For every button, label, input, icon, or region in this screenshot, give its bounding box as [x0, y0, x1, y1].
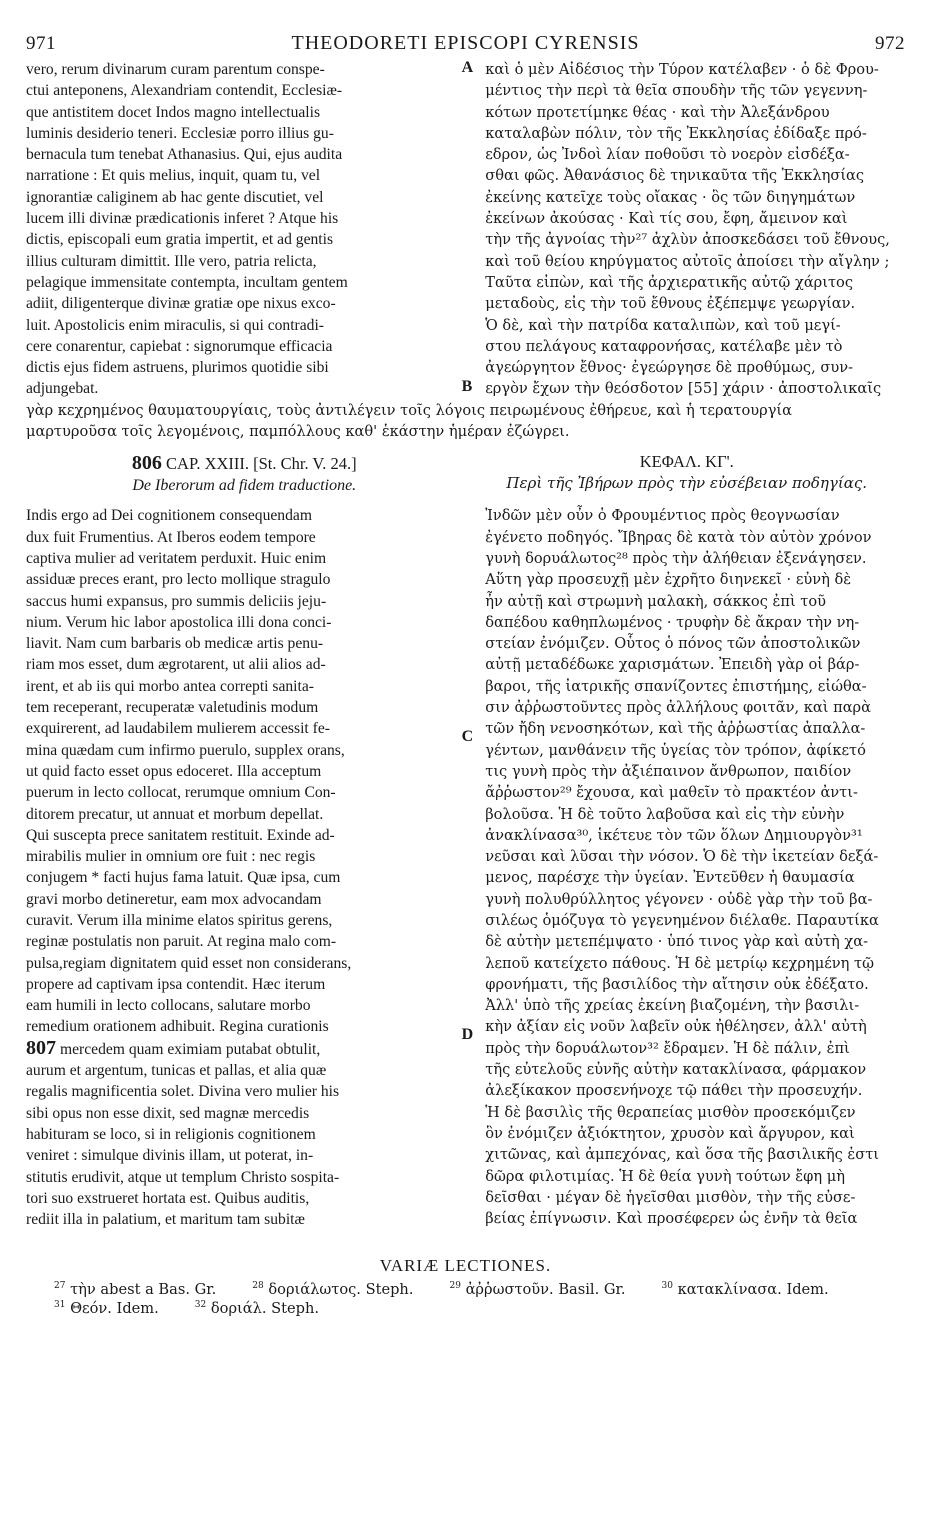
line-text: Ἰνδῶν μὲν οὖν ὁ Φρουμέντιος πρὸς θεογνωσίαν [485, 507, 840, 525]
text-line [26, 591, 452, 612]
line-text: Indis ergo ad Dei cognitionem consequendam [26, 507, 312, 525]
line-text: σθαι φῶς. Ἀθανάσιος δὲ τηνικαῦτα τῆς Ἐκκλησίας [485, 167, 865, 185]
note-number: 32 [194, 1300, 207, 1311]
line-text: σιλέως ὁμόζυγα τὸ γεγενημένον διέλαθε. Παραυτίκα [485, 911, 879, 929]
text-line [26, 612, 452, 633]
text-line [485, 889, 905, 910]
chapter-heading [26, 452, 905, 495]
full-width-line-1: γὰρ κεχρημένος θαυματουργίαις, τοὺς ἀντιλέγειν τοῖς λόγοις πειρωμένους ἐθήρευε, καὶ ἡ τερατουργία [26, 401, 793, 419]
line-text: δεῖσθαι · μέγαν δὲ ἡγεῖσθαι μισθὸν, τὴν τῆς εὐσε- [485, 1188, 856, 1206]
text-line [26, 825, 452, 846]
line-text: pulsa,regiam dignitatem quid esset non considerans, [26, 954, 352, 972]
line-text: sibi opus non esse dixit, sed magnæ mercedis [26, 1104, 310, 1122]
text-line [485, 102, 905, 123]
line-text: καὶ τοῦ θείου κηρύγματος αὐτοῖς ἀποίσει τὴν αἴγλην ; [485, 252, 890, 270]
text-line [485, 1208, 905, 1229]
text-line [485, 740, 905, 761]
text-line [26, 931, 452, 952]
text-line [26, 229, 452, 250]
line-text: ctui anteponens, Alexandriam contendit, Ecclesiæ- [26, 82, 343, 100]
text-line [26, 718, 452, 739]
text-line [26, 378, 452, 399]
text-line [26, 505, 452, 526]
variant-note [195, 1300, 337, 1317]
line-text: illius culturam dimittit. Ille vero, patria relicta, [26, 252, 317, 270]
gutter-a [460, 59, 480, 400]
line-text: φρονήματι, τῆς βασιλίδος τὴν αἴτησιν οὐκ ἐδέξατο. [485, 975, 869, 993]
section-b [26, 505, 905, 1230]
line-text: Ταῦτα εἰπὼν, καὶ τῆς ἀρχιερατικῆς αὐτῷ χάριτος [485, 273, 854, 291]
text-line [26, 1188, 452, 1209]
line-text: χιτῶνας, καὶ ἀμπεχόνας, καὶ ὅσα τῆς βασιλικῆς ἐστι [485, 1146, 880, 1164]
greek-chapter-heading [468, 452, 905, 495]
margin-letter-b: B [461, 378, 473, 395]
line-text: habituram se loco, si in religionis cognitionem [26, 1125, 316, 1143]
line-text: reginæ postulatis non paruit. At regina malo com- [26, 933, 337, 951]
text-line [485, 612, 905, 633]
text-line [485, 315, 905, 336]
greek-column-b [479, 505, 905, 1230]
variae-lectiones-title: VARIÆ LECTIONES. [379, 1256, 552, 1276]
text-line [485, 782, 905, 803]
text-line [485, 1102, 905, 1123]
line-text: βαροι, τῆς ἰατρικῆς σπανίζοντες ἐπιστήμης, εἰώθα- [485, 677, 867, 695]
text-line [485, 867, 905, 888]
line-text: δὲ αὐτὴν μετεπέμψατο · ὑπό τινος γὰρ καὶ αὐτὴ χα- [485, 933, 869, 951]
note-text: κατακλίνασα. Idem. [677, 1281, 829, 1299]
text-line [485, 1080, 905, 1101]
line-text: Ὁ δὲ, καὶ τὴν πατρίδα καταλιπὼν, καὶ τοῦ μεγί- [485, 316, 841, 334]
text-line [26, 804, 452, 825]
text-line [26, 1167, 452, 1188]
line-text: εδρον, ὡς Ἰνδοὶ λίαν ποθοῦσι τὸ νοερὸν εἰσδέξα- [485, 146, 850, 164]
line-text: κότων προτετίμηκε θέας · καὶ τὴν Ἀλεξάνδρου [485, 103, 830, 121]
text-line [26, 697, 452, 718]
line-text: στου πελάγους καταφρονήσας, κατέλαβε μὲν τὸ [485, 337, 843, 355]
line-text: εργὸν ἔχων τὴν θεόσδοτον [55] χάριν · ἀποστολικαῖς [485, 380, 882, 398]
line-text: luminis desiderio teneri. Ecclesiæ porro illius gu- [26, 124, 334, 142]
note-number: 29 [449, 1281, 461, 1292]
text-line [26, 761, 452, 782]
text-line [26, 1209, 452, 1230]
line-text: rediit illa in palatium, et maritum tam subitæ [26, 1211, 305, 1229]
margin-letter-c: C [461, 728, 474, 746]
text-line [26, 676, 452, 697]
line-text: ignorantiæ caliginem ab hac gente discutiet, vel [26, 188, 324, 206]
text-line [485, 697, 905, 718]
line-text: adjungebat. [26, 380, 99, 398]
text-line [26, 165, 452, 186]
text-line [26, 1060, 452, 1081]
text-line [26, 272, 452, 293]
text-line [26, 1038, 452, 1060]
line-text: ἐκείνης κατεῖχε τοὺς οἴακας · ὃς τῶν διηγημάτων [485, 188, 856, 206]
text-line [26, 569, 452, 590]
text-line [26, 315, 452, 336]
text-line [26, 889, 452, 910]
line-text: λεποῦ κατείχετο πάθους. Ἡ δὲ μετρίῳ κεχρημένη τῷ [485, 954, 874, 972]
margin-letter-d: D [461, 1026, 474, 1044]
line-text: αὐτῇ μεταδέδωκε χαρισμάτων. Ἐπειδὴ γὰρ οἱ βάρ- [485, 656, 860, 674]
line-text: Qui suscepta prece sanitatem restituit. Exinde ad- [26, 826, 335, 844]
right-column-number: 972 [875, 33, 905, 54]
text-line [485, 1016, 905, 1037]
gutter-b [460, 505, 480, 1230]
text-line [485, 846, 905, 867]
text-line [26, 1103, 452, 1124]
line-text: mercedem quam eximiam putabat obtulit, [60, 1040, 321, 1058]
variae-line-2 [26, 1299, 905, 1318]
line-text: veniret : simulque divinis illam, ut poterat, in- [26, 1147, 314, 1165]
line-text: dictis, episcopali eum gratia impertit, et ad gentis [26, 231, 334, 249]
line-text: nium. Verum hic labor apostolica illi dona conci- [26, 613, 332, 631]
greek-chapter-title: ΚΕΦΑΛ. ΚΓ'. [639, 452, 734, 472]
line-text: pelagique immensitate contempta, incultam gentem [26, 273, 348, 291]
line-text: riam mos esset, dum ægrotarent, ut alii alios ad- [26, 656, 326, 674]
line-text: μενος, παρέσχε τὴν ὑγείαν. Ἐντεῦθεν ἡ θαυμασία [485, 869, 855, 887]
text-line [26, 144, 452, 165]
text-line [26, 910, 452, 931]
line-text: irent, et ab iis qui morbo antea correpti sanita- [26, 677, 314, 695]
text-line [485, 272, 905, 293]
text-line [485, 1166, 905, 1187]
latin-chapter-title: CAP. XXIII. [St. Chr. V. 24.] [166, 454, 357, 474]
note-number: 28 [252, 1281, 264, 1292]
text-line [26, 1016, 452, 1037]
text-line [26, 846, 452, 867]
line-text: adiit, diligenterque divinæ gratiæ ope nixus exco- [26, 295, 336, 313]
line-text: que antistitem docet Indos magno intellectualis [26, 103, 321, 121]
text-line [26, 995, 452, 1016]
line-text: ἐκείνων ἀκούσας · Καὶ τίς σου, ἔφη, ἄμεινον καὶ [485, 210, 848, 228]
text-line [485, 165, 905, 186]
line-text: τῆς εὐτελοῦς εὐνῆς αὐτὴν κατακλίνασα, φάρμακον [485, 1061, 867, 1079]
variant-note [662, 1281, 847, 1298]
text-line [485, 378, 905, 399]
line-text: mirabilis mulier in omnium ore fuit : nec regis [26, 848, 316, 866]
text-line [26, 59, 452, 80]
line-text: lucem illi divinæ prædicationis inferet ? Atque his [26, 210, 339, 228]
line-text: eam humili in lecto collocans, salutare morbo [26, 997, 311, 1015]
text-line [485, 251, 905, 272]
variae-line-1 [26, 1280, 905, 1299]
text-line [485, 953, 905, 974]
note-number: 31 [54, 1300, 66, 1311]
line-text: remedium orationem adhibuit. Regina curationis [26, 1018, 329, 1036]
text-line [26, 357, 452, 378]
line-text: ut quid facto esset opus edoceret. Illa acceptum [26, 762, 322, 780]
line-text: captiva mulier ad veritatem perduxit. Huic enim [26, 549, 327, 567]
line-text: puerum in lecto collocat, rerumque omnium Con- [26, 784, 336, 802]
text-line [485, 505, 905, 526]
line-text: liavit. Nam cum barbaris ob medicæ artis penu- [26, 635, 324, 653]
line-text: dux fuit Frumentius. At Iberos eodem tempore [26, 528, 316, 546]
text-line [485, 123, 905, 144]
line-text: Ἀλλ' ὑπὸ τῆς χρείας ἐκείνη βιαζομένη, τὴν βασιλι- [485, 997, 860, 1015]
line-text: σιν ἀῤῥωστοῦντες πρὸς ἀλλήλους φοιτᾶν, καὶ παρὰ [485, 699, 871, 717]
line-text: μεταδοὺς, εἰς τὴν τοῦ ἔθνους ἐξέπεμψε γεωργίαν. [485, 295, 856, 313]
text-line [485, 1059, 905, 1080]
line-text: κὴν ἀξίαν εἰς νοῦν λαβεῖν οὐκ ἠθέλησεν, ἀλλ' αὐτὴ [485, 1018, 867, 1036]
line-text: νεῦσαι καὶ λῦσαι τὴν νόσον. Ὁ δὲ τὴν ἱκετείαν δεξά- [485, 848, 879, 866]
page-header [26, 32, 905, 55]
text-line [485, 974, 905, 995]
text-line [26, 867, 452, 888]
text-line [485, 144, 905, 165]
variant-note [252, 1281, 431, 1298]
line-text: μέντιος τὴν περὶ τὰ θεῖα σπουδὴν τῆς τῶν γεγεννη- [485, 82, 868, 100]
column-marker-806: 806 [131, 452, 162, 475]
line-text: βολοῦσα. Ἡ δὲ τοῦτο λαβοῦσα καὶ εἰς τὴν εὐνὴν [485, 805, 845, 823]
line-text: exquirerent, ad laudabilem mulierem accessit fe- [26, 720, 330, 738]
line-text: mina quædam cum infirmo puerulo, supplex orans, [26, 741, 345, 759]
line-text: ditorem precatur, ut annuat et morbum depellat. [26, 805, 324, 823]
variant-note [54, 1281, 234, 1298]
line-text: narratione : Et quis melius, inquit, quam tu, vel [26, 167, 321, 185]
line-text: γυνὴ δορυάλωτος²⁸ πρὸς τὴν ἀλήθειαν ἐξενάγησεν. [485, 549, 867, 567]
text-line [26, 293, 452, 314]
text-line [485, 591, 905, 612]
text-line [485, 1144, 905, 1165]
text-line [485, 1038, 905, 1059]
line-text: tori suo exstrueret hortata est. Quibus auditis, [26, 1189, 310, 1207]
text-line [485, 80, 905, 101]
line-text: καὶ ὁ μὲν Αἰδέσιος τὴν Τύρον κατέλαβεν · ὁ δὲ Φρου- [485, 61, 879, 78]
line-text: curavit. Verum illa minime elatos spiritus gerens, [26, 911, 333, 929]
text-line [485, 633, 905, 654]
line-text: assiduæ preces erant, pro lecto mollique stragulo [26, 571, 331, 589]
variant-note [54, 1300, 177, 1317]
text-line [485, 654, 905, 675]
text-line [485, 187, 905, 208]
line-text: luit. Apostolicis enim miraculis, si qui contradi- [26, 316, 324, 334]
note-number: 30 [661, 1281, 673, 1292]
note-text: δοριάλ. Steph. [210, 1300, 320, 1318]
note-text: δοριάλωτος. Steph. [268, 1281, 414, 1299]
text-line [26, 1081, 452, 1102]
note-text: Θεόν. Idem. [70, 1300, 159, 1318]
line-text: βείας ἐπίγνωσιν. Καὶ προσέφερεν ὡς ἐνῆν τὰ θεῖα [485, 1210, 858, 1228]
text-line [485, 569, 905, 590]
line-text: καταλαβὼν πόλιν, τὸν τῆς Ἐκκλησίας ἐδίδαξε πρό- [485, 124, 867, 142]
text-line [485, 995, 905, 1016]
text-line [485, 718, 905, 739]
line-text: δῶρα φιλοτιμίας. Ἡ δὲ θεία γυνὴ τούτων ἔφη μὴ [485, 1167, 845, 1185]
text-line [26, 336, 452, 357]
text-line [485, 208, 905, 229]
text-line [26, 102, 452, 123]
text-line [485, 1187, 905, 1208]
text-line [485, 761, 905, 782]
text-line [485, 548, 905, 569]
text-line [26, 740, 452, 761]
text-line [485, 804, 905, 825]
line-text: ὃν ἐνόμιζεν ἀξιόκτητον, χρυσὸν καὶ ἄργυρον, καὶ [485, 1124, 855, 1142]
note-text: ἀῤῥωστοῦν. Basil. Gr. [465, 1281, 626, 1299]
line-text: ἐγένετο ποδηγός. Ἴβηρας δὲ κατὰ τὸν αὐτὸν χρόνον [485, 528, 872, 546]
text-line [485, 527, 905, 548]
column-marker-807: 807 [26, 1037, 56, 1059]
line-text: Αὕτη γὰρ προσευχῇ μὲν ἐχρῆτο διηνεκεῖ · εὐνὴ δὲ [485, 571, 852, 589]
text-line [26, 633, 452, 654]
line-text: ἀνακλίνασα³⁰, ἱκέτευε τὸν τῶν ὅλων Δημιουργὸν³¹ [485, 826, 863, 844]
text-line [485, 825, 905, 846]
line-text: dictis ejus fidem astruens, plurimos quotidie sibi [26, 359, 329, 377]
section-a [26, 59, 905, 400]
text-line [26, 123, 452, 144]
text-line [26, 1124, 452, 1145]
text-line [26, 208, 452, 229]
line-text: regalis magnificentia solet. Divina vero mulier his [26, 1083, 340, 1101]
line-text: τις γυνὴ πρὸς τὴν ἀξιέπαινον ἄνθρωπον, παιδίον [485, 762, 852, 780]
line-text: propere ad captivam ipsa contendit. Hæc iterum [26, 975, 326, 993]
text-line [485, 1123, 905, 1144]
line-text: aurum et argentum, tunicas et pallas, et alia quæ [26, 1062, 327, 1080]
line-text: gravi morbo detineretur, eam mox advocandam [26, 890, 322, 908]
greek-column-a [479, 59, 905, 400]
text-line [485, 293, 905, 314]
text-line [26, 80, 452, 101]
line-text: ἀγεώργητον ἔθνος· ἐγεώργησε δὲ προθύμως, συν- [485, 359, 853, 377]
line-text: ἀλεξίκακον προσενήνοχε τῷ πάθει τὴν προσευχήν. [485, 1082, 863, 1100]
line-text: ἦν αὐτῇ καὶ στρωμνὴ μαλακὴ, σάκκος ἐπὶ τοῦ [485, 592, 827, 610]
line-text: bernacula tum tenebat Athanasius. Qui, ejus audita [26, 146, 343, 164]
text-line [26, 548, 452, 569]
line-text: γέντων, μανθάνειν τῆς ὑγείας τὸν τρόπον, ἀφίκετό [485, 741, 866, 759]
variant-note [449, 1281, 643, 1298]
latin-column-a [26, 59, 460, 400]
text-line [485, 676, 905, 697]
text-line [26, 654, 452, 675]
line-text: δαπέδου καθηπλωμένος · τρυφὴν δὲ ἄκραν τὴν νη- [485, 613, 860, 631]
line-text: γυνὴ πολυθρύλλητος γέγονεν · οὐδὲ γὰρ τὴν τοῦ βα- [485, 890, 873, 908]
text-line [485, 931, 905, 952]
text-line [485, 910, 905, 931]
left-column-number: 971 [26, 33, 56, 54]
greek-chapter-subtitle: Περὶ τῆς Ἰβήρων πρὸς τὴν εὐσέβειαν ποδηγίας. [506, 474, 868, 493]
full-width-line-2: μαρτυροῦσα τοῖς λεγομένοις, παμπόλλους καθ' ἑκάστην ἡμέραν ἐζώγρει. [26, 423, 570, 441]
line-text: stitutis erudivit, atque ut templum Christo sospita- [26, 1168, 340, 1186]
line-text: Ἡ δὲ βασιλὶς τῆς θεραπείας μισθὸν προσεκόμιζεν [485, 1103, 856, 1121]
line-text: πρὸς τὴν δορυάλωτον³² ἔδραμεν. Ἡ δὲ πάλιν, ἐπὶ [485, 1039, 850, 1057]
text-line [26, 1145, 452, 1166]
text-line [26, 782, 452, 803]
line-text: ἄῤῥωστον²⁹ ἔχουσα, καὶ μαθεῖν τὸ πρακτέον ἀντι- [485, 784, 858, 802]
text-line [26, 187, 452, 208]
text-line [26, 527, 452, 548]
latin-chapter-subtitle: De Iberorum ad fidem traductione. [132, 477, 357, 495]
line-text: tem receperant, recuperatæ valetudinis modum [26, 699, 319, 717]
text-line [485, 357, 905, 378]
line-text: conjugem * facti hujus fama latuit. Quæ ipsa, cum [26, 869, 341, 887]
text-line [26, 953, 452, 974]
line-text: cere conarentur, capiebat : signorumque efficacia [26, 337, 333, 355]
running-title: THEODORETI EPISCOPI CYRENSIS [291, 32, 640, 54]
line-text: saccus humi expansus, pro summis deliciis jeju- [26, 592, 327, 610]
latin-column-b [26, 505, 460, 1230]
line-text: τὴν τῆς ἀγνοίας τὴν²⁷ ἀχλὺν ἀποσκεδάσει τοῦ ἔθνους, [485, 231, 890, 249]
margin-letter-a: A [461, 59, 474, 76]
note-text: τὴν abest a Bas. Gr. [70, 1281, 217, 1299]
text-line [485, 336, 905, 357]
text-line [485, 229, 905, 250]
text-line [26, 251, 452, 272]
line-text: vero, rerum divinarum curam parentum conspe- [26, 61, 325, 78]
latin-chapter-heading [26, 452, 463, 495]
line-text: τῶν ἤδη νενοσηκότων, καὶ τῆς ἀῤῥωστίας ἀπαλλα- [485, 720, 866, 738]
text-line [26, 974, 452, 995]
line-text: στείαν ἐνόμιζεν. Οὗτος ὁ πόνος τῶν ἀποστολικῶν [485, 635, 861, 653]
text-line [485, 59, 905, 80]
note-number: 27 [54, 1281, 66, 1292]
